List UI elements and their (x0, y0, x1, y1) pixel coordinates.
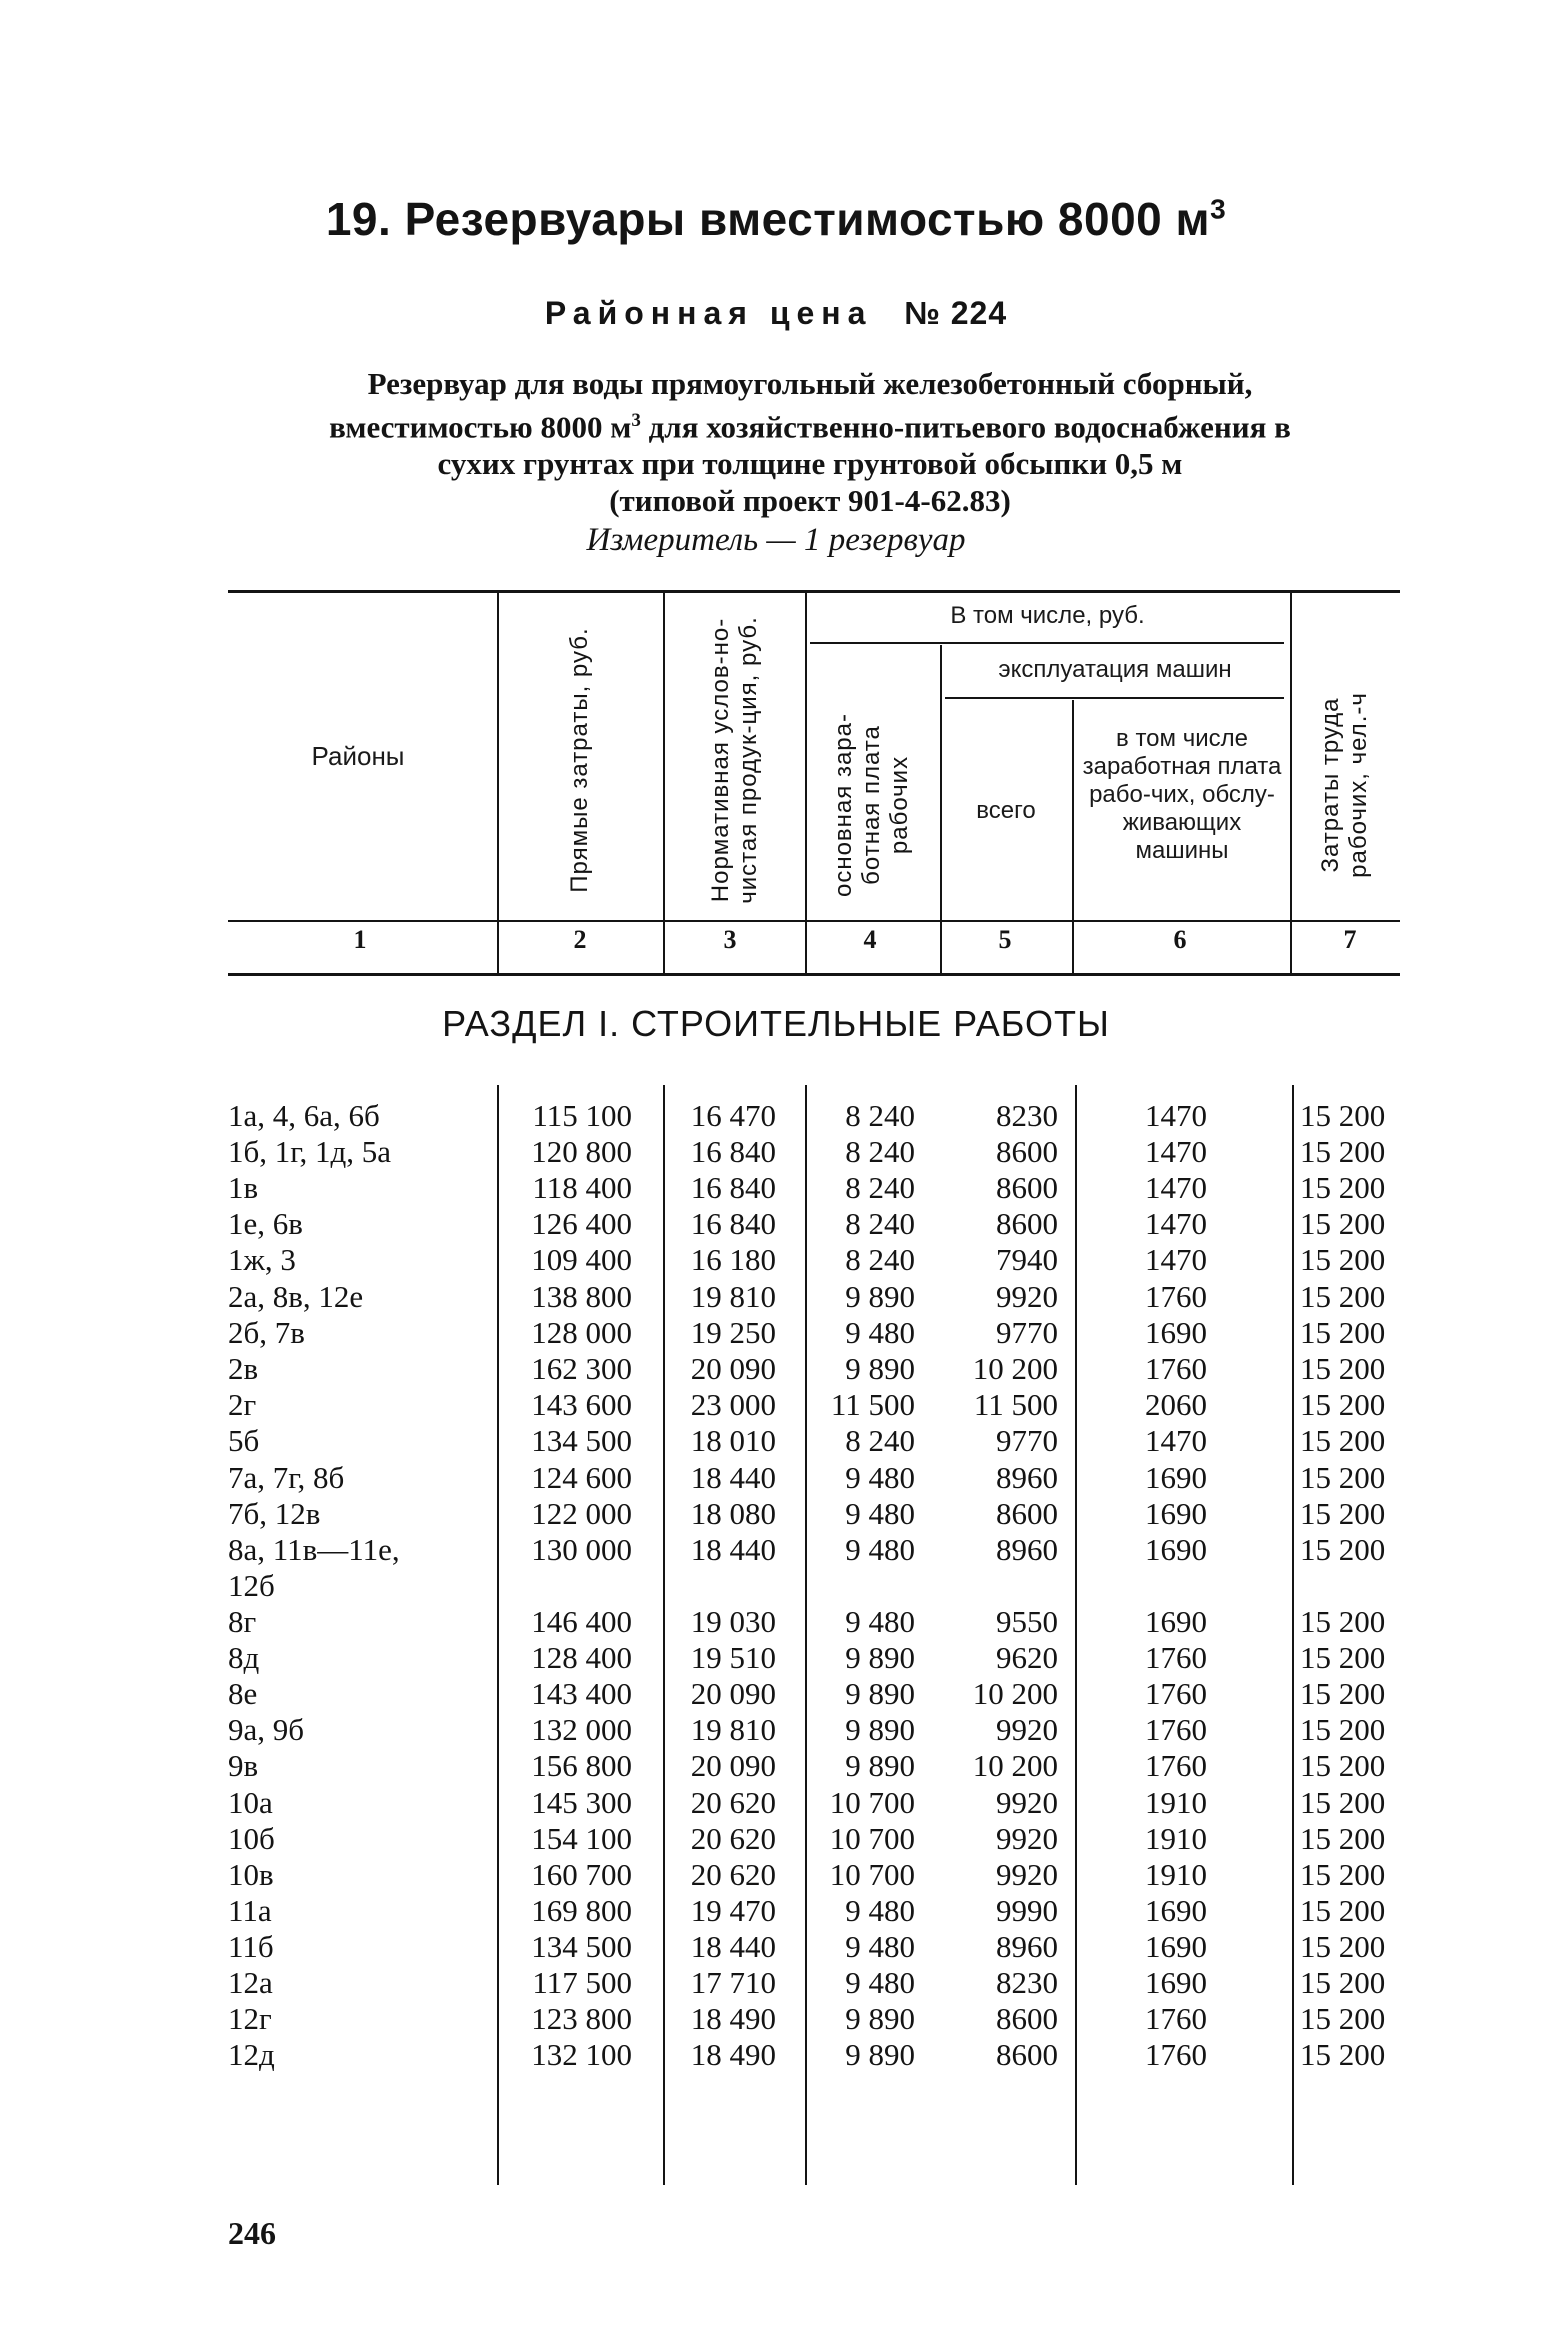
table-row (0, 1098, 1552, 1134)
value-cell: 1760 (1145, 1279, 1207, 1314)
table-row (0, 1387, 1552, 1423)
value-cell: 2060 (1145, 1387, 1207, 1422)
value-cell: 15 200 (1300, 1712, 1386, 1747)
value-cell: 20 620 (690, 1857, 776, 1892)
table-row (0, 1532, 1552, 1568)
header-bottom-rule (228, 920, 1400, 922)
value-cell: 10 700 (829, 1821, 915, 1856)
value-cell: 15 200 (1300, 1351, 1386, 1386)
header-machines-total: всего (976, 797, 1036, 824)
value-cell: 17 710 (690, 1965, 776, 2000)
value-cell: 146 400 (531, 1604, 632, 1639)
table-row (0, 1279, 1552, 1315)
value-cell: 9920 (996, 1821, 1058, 1856)
value-cell: 9 480 (845, 1496, 915, 1531)
value-cell: 15 200 (1300, 1604, 1386, 1639)
value-cell: 15 200 (1300, 1134, 1386, 1169)
table-row (0, 1351, 1552, 1387)
value-cell: 9 890 (845, 1676, 915, 1711)
table-row (0, 1785, 1552, 1821)
reservoir-description (220, 365, 1400, 519)
machines-rule (945, 697, 1284, 699)
region-cell: 12а (228, 1965, 273, 2000)
value-cell: 134 500 (531, 1423, 632, 1458)
table-row (0, 1460, 1552, 1496)
region-cell: 2в (228, 1351, 259, 1386)
value-cell: 16 180 (690, 1242, 776, 1277)
value-cell: 8960 (996, 1929, 1058, 1964)
value-cell: 9 890 (845, 2037, 915, 2072)
table-row (0, 1821, 1552, 1857)
value-cell: 9 890 (845, 2001, 915, 2036)
value-cell: 15 200 (1300, 1170, 1386, 1205)
value-cell: 1760 (1145, 1640, 1207, 1675)
value-cell: 15 200 (1300, 1640, 1386, 1675)
table-row (0, 1134, 1552, 1170)
value-cell: 160 700 (531, 1857, 632, 1892)
header-direct-costs: Прямые затраты, руб. (566, 627, 593, 893)
value-cell: 1470 (1145, 1206, 1207, 1241)
region-cell: 9а, 9б (228, 1712, 305, 1747)
value-cell: 120 800 (531, 1134, 632, 1169)
description-line-2: вместимостью 8000 $м^3$ для хозяйственно-питьевого водоснабжения в (329, 409, 1291, 445)
value-cell: 1690 (1145, 1965, 1207, 2000)
value-cell: 15 200 (1300, 2037, 1386, 2072)
value-cell: 10 200 (972, 1748, 1058, 1783)
value-cell: 128 400 (531, 1640, 632, 1675)
value-cell: 20 090 (690, 1748, 776, 1783)
table-row (0, 1893, 1552, 1929)
value-cell: 9920 (996, 1785, 1058, 1820)
value-cell: 126 400 (531, 1206, 632, 1241)
table-row (0, 1206, 1552, 1242)
value-cell: 9 480 (845, 1532, 915, 1567)
column-number-2: 2 (573, 925, 587, 954)
value-cell: 1690 (1145, 1604, 1207, 1639)
value-cell: 15 200 (1300, 1821, 1386, 1856)
value-cell: 1760 (1145, 1676, 1207, 1711)
region-cell: 12б (228, 1568, 275, 1603)
value-cell: 23 000 (690, 1387, 776, 1422)
value-cell: 9770 (996, 1315, 1058, 1350)
value-cell: 9920 (996, 1712, 1058, 1747)
value-cell: 15 200 (1300, 1315, 1386, 1350)
table-row (0, 1965, 1552, 2001)
value-cell: 9 890 (845, 1279, 915, 1314)
value-cell: 15 200 (1300, 1098, 1386, 1133)
table-row (0, 1568, 1552, 1604)
value-cell: 1470 (1145, 1098, 1207, 1133)
value-cell: 154 100 (531, 1821, 632, 1856)
unit-of-measure: Измеритель — 1 резервуар (586, 522, 966, 558)
region-cell: 1а, 4, 6а, 6б (228, 1098, 380, 1133)
value-cell: 15 200 (1300, 1423, 1386, 1458)
description-line-4: (типовой проект 901-4-62.83) (609, 483, 1011, 519)
value-cell: 15 200 (1300, 1206, 1386, 1241)
table-row (0, 1857, 1552, 1893)
value-cell: 128 000 (531, 1315, 632, 1350)
value-cell: 10 200 (972, 1351, 1058, 1386)
value-cell: 9 890 (845, 1712, 915, 1747)
value-cell: 18 440 (690, 1460, 776, 1495)
header-machine-operation: эксплуатация машин (998, 656, 1232, 683)
region-cell: 5б (228, 1423, 260, 1458)
region-cell: 2а, 8в, 12е (228, 1279, 364, 1314)
page-number: 246 (228, 2215, 276, 2251)
value-cell: 1690 (1145, 1496, 1207, 1531)
header-regions: Районы (311, 741, 405, 771)
value-cell: 15 200 (1300, 1460, 1386, 1495)
value-cell: 18 440 (690, 1532, 776, 1567)
value-cell: 8230 (996, 1098, 1058, 1133)
value-cell: 18 440 (690, 1929, 776, 1964)
value-cell: 1760 (1145, 2037, 1207, 2072)
table-row (0, 1712, 1552, 1748)
value-cell: 15 200 (1300, 1279, 1386, 1314)
table-top-rule (228, 590, 1400, 593)
value-cell: 1470 (1145, 1423, 1207, 1458)
region-cell: 8а, 11в—11е, (228, 1532, 400, 1567)
value-cell: 15 200 (1300, 1893, 1386, 1928)
value-cell: 8600 (996, 1134, 1058, 1169)
value-cell: 162 300 (531, 1351, 632, 1386)
value-cell: 9 890 (845, 1748, 915, 1783)
value-cell: 156 800 (531, 1748, 632, 1783)
value-cell: 19 030 (690, 1604, 776, 1639)
page-title: 19. Резервуары вместимостью 8000 $м^3$ (325, 193, 1227, 245)
value-cell: 16 840 (690, 1206, 776, 1241)
value-cell: 20 620 (690, 1785, 776, 1820)
value-cell: 15 200 (1300, 1929, 1386, 1964)
region-cell: 7а, 7г, 8б (228, 1460, 345, 1495)
value-cell: 15 200 (1300, 1748, 1386, 1783)
value-cell: 9 480 (845, 1929, 915, 1964)
column-number-3: 3 (723, 925, 737, 954)
region-cell: 12д (228, 2037, 275, 2072)
value-cell: 8 240 (845, 1098, 915, 1133)
value-cell: 8960 (996, 1460, 1058, 1495)
value-cell: 1690 (1145, 1893, 1207, 1928)
value-cell: 15 200 (1300, 2001, 1386, 2036)
region-cell: 1в (228, 1170, 259, 1205)
value-cell: 138 800 (531, 1279, 632, 1314)
value-cell: 1910 (1145, 1857, 1207, 1892)
value-cell: 8960 (996, 1532, 1058, 1567)
region-cell: 11а (228, 1893, 272, 1928)
value-cell: 8 240 (845, 1423, 915, 1458)
value-cell: 134 500 (531, 1929, 632, 1964)
value-cell: 15 200 (1300, 1857, 1386, 1892)
column-number-6: 6 (1173, 925, 1187, 954)
value-cell: 1690 (1145, 1929, 1207, 1964)
column-numbers-rule (228, 973, 1400, 976)
value-cell: 11 500 (830, 1387, 915, 1422)
value-cell: 1910 (1145, 1821, 1207, 1856)
value-cell: 132 000 (531, 1712, 632, 1747)
value-cell: 9620 (996, 1640, 1058, 1675)
value-cell: 8 240 (845, 1206, 915, 1241)
value-cell: 169 800 (531, 1893, 632, 1928)
region-cell: 7б, 12в (228, 1496, 321, 1531)
column-number-1: 1 (353, 925, 367, 954)
region-cell: 1ж, 3 (228, 1242, 296, 1277)
value-cell: 117 500 (532, 1965, 632, 2000)
value-cell: 115 100 (532, 1098, 632, 1133)
value-cell: 1470 (1145, 1170, 1207, 1205)
value-cell: 19 510 (690, 1640, 776, 1675)
value-cell: 20 090 (690, 1351, 776, 1386)
description-line-3: сухих грунтах при толщине грунтовой обсыпки 0,5 м (437, 446, 1183, 482)
description-line-1: Резервуар для воды прямоугольный железобетонный сборный, (367, 366, 1253, 401)
value-cell: 143 400 (531, 1676, 632, 1711)
value-cell: 143 600 (531, 1387, 632, 1422)
value-cell: 19 250 (690, 1315, 776, 1350)
value-cell: 9 480 (845, 1460, 915, 1495)
value-cell: 8600 (996, 2037, 1058, 2072)
region-cell: 10а (228, 1785, 273, 1820)
value-cell: 118 400 (532, 1170, 632, 1205)
value-cell: 132 100 (531, 2037, 632, 2072)
value-cell: 18 490 (690, 2001, 776, 2036)
value-cell: 8 240 (845, 1242, 915, 1277)
value-cell: 8 240 (845, 1134, 915, 1169)
value-cell: 109 400 (531, 1242, 632, 1277)
value-cell: 1760 (1145, 2001, 1207, 2036)
value-cell: 19 810 (690, 1712, 776, 1747)
region-cell: 10б (228, 1821, 275, 1856)
value-cell: 11 500 (973, 1387, 1058, 1422)
table-row (0, 2001, 1552, 2037)
region-cell: 8г (228, 1604, 257, 1639)
value-cell: 19 470 (690, 1893, 776, 1928)
value-cell: 16 470 (690, 1098, 776, 1133)
value-cell: 15 200 (1300, 1965, 1386, 2000)
header-normative-production: Нормативная услов-но-чистая продук-ция, руб. (707, 616, 762, 904)
region-cell: 11б (228, 1929, 274, 1964)
region-cell: 8е (228, 1676, 258, 1711)
value-cell: 1760 (1145, 1351, 1207, 1386)
header-including: В том числе, руб. (950, 602, 1145, 629)
table-row (0, 1604, 1552, 1640)
value-cell: 9990 (996, 1893, 1058, 1928)
value-cell: 8600 (996, 2001, 1058, 2036)
column-number-7: 7 (1343, 925, 1357, 954)
region-cell: 1б, 1г, 1д, 5а (228, 1134, 392, 1169)
value-cell: 1910 (1145, 1785, 1207, 1820)
table-row (0, 1929, 1552, 1965)
value-cell: 123 800 (531, 2001, 632, 2036)
value-cell: 18 490 (690, 2037, 776, 2072)
value-cell: 20 620 (690, 1821, 776, 1856)
value-cell: 8600 (996, 1206, 1058, 1241)
header-labor-costs: Затраты труда рабочих, чел.-ч (1317, 692, 1372, 878)
value-cell: 130 000 (531, 1532, 632, 1567)
table-row (0, 1242, 1552, 1278)
value-cell: 8600 (996, 1170, 1058, 1205)
value-cell: 1760 (1145, 1748, 1207, 1783)
value-cell: 15 200 (1300, 1785, 1386, 1820)
header-basic-wages: основная зара-ботная плата рабочих (830, 713, 913, 898)
table-row (0, 1676, 1552, 1712)
value-cell: 15 200 (1300, 1532, 1386, 1567)
table-row (0, 1315, 1552, 1351)
value-cell: 18 080 (690, 1496, 776, 1531)
region-cell: 10в (228, 1857, 274, 1892)
region-cell: 1е, 6в (228, 1206, 303, 1241)
value-cell: 16 840 (690, 1134, 776, 1169)
region-cell: 9в (228, 1748, 259, 1783)
value-cell: 8 240 (845, 1170, 915, 1205)
table-row (0, 1170, 1552, 1206)
value-cell: 9920 (996, 1279, 1058, 1314)
value-cell: 15 200 (1300, 1242, 1386, 1277)
value-cell: 9 480 (845, 1893, 915, 1928)
value-cell: 15 200 (1300, 1676, 1386, 1711)
value-cell: 145 300 (531, 1785, 632, 1820)
region-cell: 12г (228, 2001, 272, 2036)
value-cell: 1690 (1145, 1532, 1207, 1567)
value-cell: 1690 (1145, 1315, 1207, 1350)
value-cell: 9 890 (845, 1351, 915, 1386)
column-number-5: 5 (998, 925, 1012, 954)
value-cell: 7940 (996, 1242, 1058, 1277)
value-cell: 19 810 (690, 1279, 776, 1314)
region-cell: 2б, 7в (228, 1315, 305, 1350)
region-cell: 2г (228, 1387, 257, 1422)
table-row (0, 1640, 1552, 1676)
value-cell: 124 600 (531, 1460, 632, 1495)
value-cell: 9 480 (845, 1604, 915, 1639)
value-cell: 20 090 (690, 1676, 776, 1711)
section-title: РАЗДЕЛ I. СТРОИТЕЛЬНЫЕ РАБОТЫ (442, 1003, 1110, 1044)
value-cell: 1760 (1145, 1712, 1207, 1747)
value-cell: 8600 (996, 1496, 1058, 1531)
regional-price-heading: Районная цена № 224 (544, 295, 1008, 331)
value-cell: 18 010 (690, 1423, 776, 1458)
table-row (0, 1423, 1552, 1459)
table-row (0, 2037, 1552, 2073)
value-cell: 9550 (996, 1604, 1058, 1639)
column-number-4: 4 (863, 925, 877, 954)
value-cell: 1470 (1145, 1242, 1207, 1277)
table-row (0, 1748, 1552, 1784)
value-cell: 8230 (996, 1965, 1058, 2000)
value-cell: 9920 (996, 1857, 1058, 1892)
value-cell: 10 200 (972, 1676, 1058, 1711)
value-cell: 122 000 (531, 1496, 632, 1531)
value-cell: 10 700 (829, 1857, 915, 1892)
including-rule (810, 642, 1284, 644)
value-cell: 9770 (996, 1423, 1058, 1458)
value-cell: 9 890 (845, 1640, 915, 1675)
value-cell: 9 480 (845, 1315, 915, 1350)
value-cell: 1470 (1145, 1134, 1207, 1169)
header-machine-wages: в том числе заработная плата рабо-чих, обслу-живающих машины (1082, 725, 1282, 864)
value-cell: 15 200 (1300, 1496, 1386, 1531)
value-cell: 15 200 (1300, 1387, 1386, 1422)
value-cell: 16 840 (690, 1170, 776, 1205)
value-cell: 10 700 (829, 1785, 915, 1820)
table-row (0, 1496, 1552, 1532)
value-cell: 9 480 (845, 1965, 915, 2000)
region-cell: 8д (228, 1640, 260, 1675)
value-cell: 1690 (1145, 1460, 1207, 1495)
